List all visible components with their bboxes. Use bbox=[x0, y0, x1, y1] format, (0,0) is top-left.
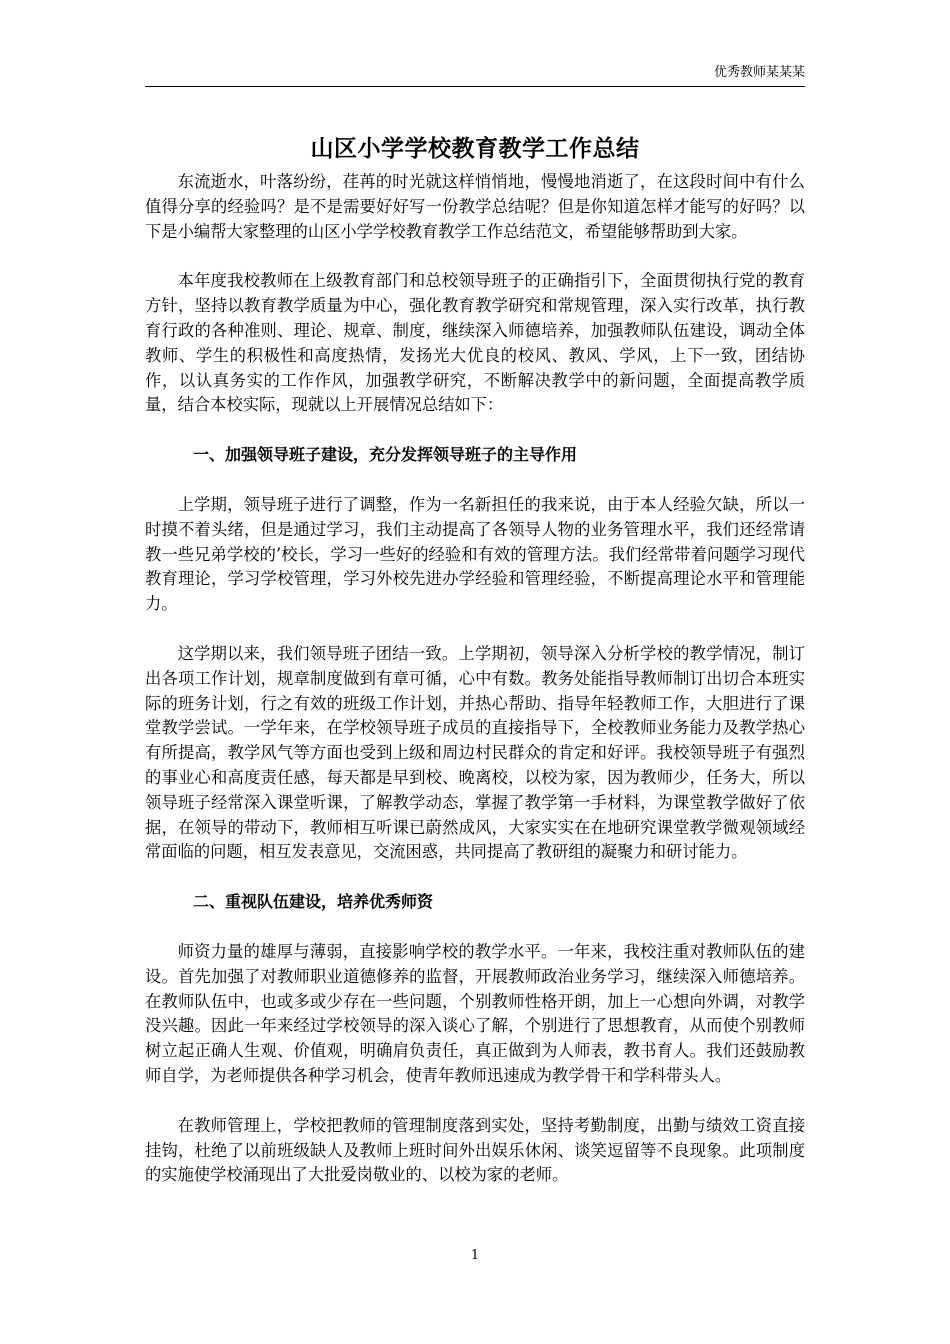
intro-paragraph: 东流逝水，叶落纷纷，荏苒的时光就这样悄悄地，慢慢地消逝了，在这段时间中有什么值得分享的经验吗？是不是需要好好写一份教学总结呢？但是你知道怎样才能写的好吗？以下是小编帮大家整理的山区小学学校教育教学工作总结范文，希望能够帮助到大家。 bbox=[145, 172, 805, 241]
section-2-heading: 二、重视队伍建设，培养优秀师资 bbox=[193, 892, 434, 912]
document-title: 山区小学学校教育教学工作总结 bbox=[310, 136, 640, 163]
paragraph-3: 这学期以来，我们领导班子团结一致。上学期初，领导深入分析学校的教学情况，制订出各项工作计划，规章制度做到有章可循，心中有数。教务处能指导教师制订出切合本班实际的班务计划，行之有效的班级工作计划，并热心帮助、指导年轻教师工作，大胆进行了课堂教学尝试。一学年来，在学校领导班子成员的直接指导下，全校教师业务能力及教学热心有所提高，教学风气等方面也受到上级和周边村民群众的肯定和好评。我校领导班子有强烈的事业心和高度责任感，每天都是早到校、晚离校，以校为家，因为教师少，任务大，所以领导班子经常深入课堂听课，了解教学动态，掌握了教学第一手材料，为课堂教学做好了依据，在领导的带动下，教师相互听课已蔚然成风，大家实实在在地研究课堂教学微观领域经常面临的问题，相互发表意见，交流困惑，共同提高了教研组的凝聚力和研讨能力。 bbox=[145, 643, 805, 862]
paragraph-5: 在教师管理上，学校把教师的管理制度落到实处，坚持考勤制度，出勤与绩效工资直接挂钩，杜绝了以前班级缺人及教师上班时间外出娱乐休闲、谈笑逗留等不良现象。此项制度的实施使学校涌现出了大批爱岗敬业的、以校为家的老师。 bbox=[145, 1115, 805, 1185]
paragraph-4: 师资力量的雄厚与薄弱，直接影响学校的教学水平。一年来，我校注重对教师队伍的建设。首先加强了对教师职业道德修养的监督，开展教师政治业务学习，继续深入师德培养。在教师队伍中，也或多或少存在一些问题，个别教师性格开朗，加上一心想向外调，对教学没兴趣。因此一年来经过学校领导的深入谈心了解，个别进行了思想教育，从而使个别教师树立起正确人生观、价值观，明确肩负责任，真正做到为人师表，教书育人。我们还鼓励教师自学，为老师提供各种学习机会，使青年教师迅速成为教学骨干和学科带头人。 bbox=[145, 941, 805, 1085]
section-1-heading: 一、加强领导班子建设，充分发挥领导班子的主导作用 bbox=[193, 445, 578, 465]
page-number: 1 bbox=[470, 1248, 480, 1263]
paragraph-1: 本年度我校教师在上级教育部门和总校领导班子的正确指引下，全面贯彻执行党的教育方针，坚持以教育教学质量为中心，强化教育教学研究和常规管理，深入实行改革，执行教育行政的各种准则、理论、规章、制度，继续深入师德培养，加强教师队伍建设，调动全体教师、学生的积极性和高度热情，发扬光大优良的校风、教风、学风，上下一致，团结协作，以认真务实的工作作风，加强教学研究，不断解决教学中的新问题，全面提高教学质量，结合本校实际，现就以上开展情况总结如下： bbox=[145, 271, 805, 415]
header-author-text: 优秀教师某某某 bbox=[713, 65, 805, 80]
page-header bbox=[145, 62, 805, 87]
document-body bbox=[145, 170, 805, 1213]
paragraph-2: 上学期，领导班子进行了调整，作为一名新担任的我来说，由于本人经验欠缺，所以一时摸不着头绪，但是通过学习，我们主动提高了各领导人物的业务管理水平，我们还经常请教一些兄弟学校的’校长，学习一些好的经验和有效的管理方法。我们经常带着问题学习现代教育理论，学习学校管理，学习外校先进办学经验和管理经验，不断提高理论水平和管理能力。 bbox=[145, 494, 805, 614]
